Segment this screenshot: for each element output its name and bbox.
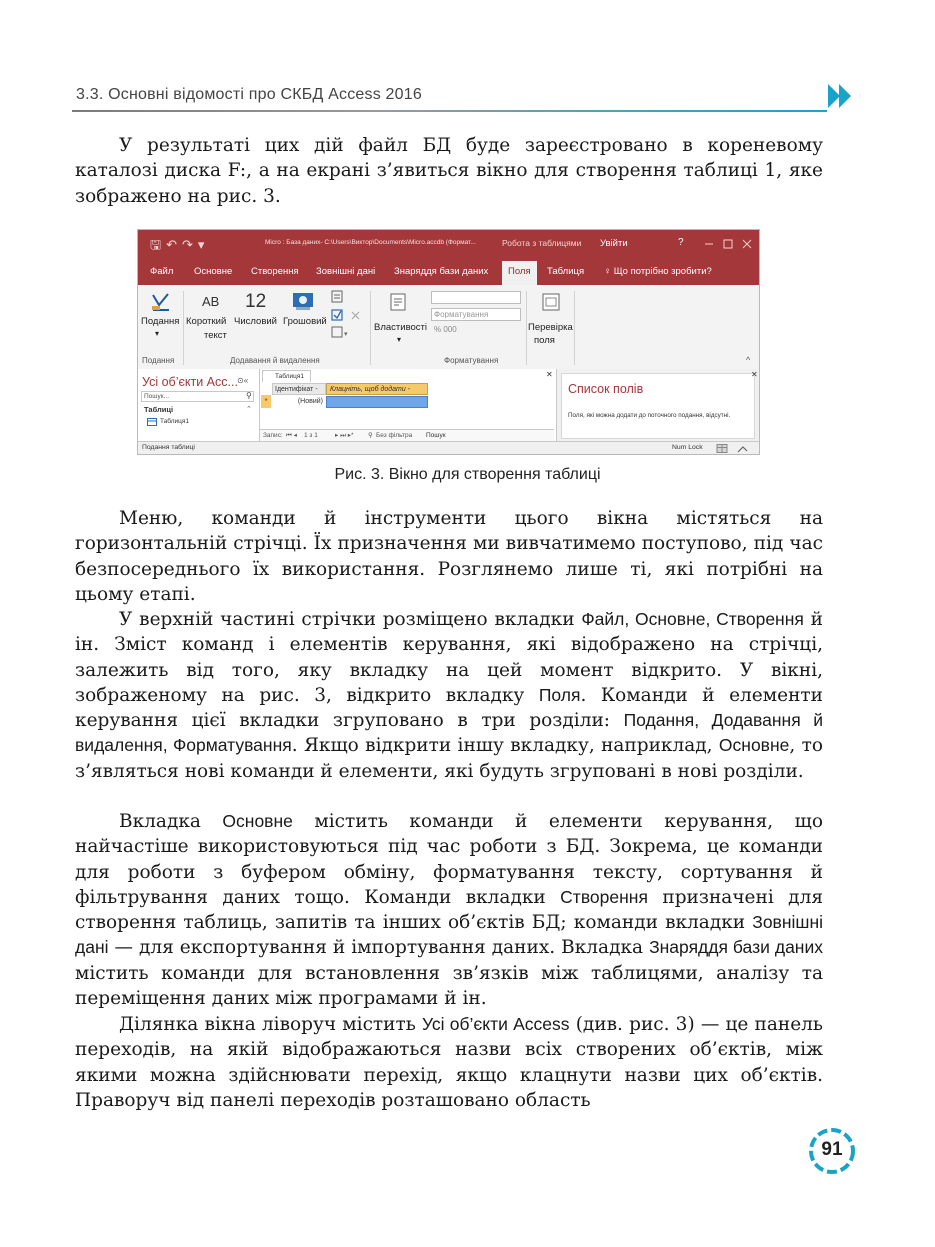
context-tab-label: Робота з таблицями	[502, 238, 582, 248]
paragraph-3	[75, 607, 823, 784]
search-icon[interactable]: ⚲	[246, 391, 252, 400]
nav-search-input[interactable]: Пошук...	[141, 391, 254, 402]
chevron-down-icon[interactable]: ▾	[155, 329, 160, 338]
column-header-id[interactable]: Ідентифікат -	[272, 383, 326, 395]
data-type-combo[interactable]	[431, 291, 521, 304]
navigation-pane	[138, 369, 260, 441]
group-label-formatting: Форматування	[444, 356, 499, 365]
field-list-box	[561, 373, 755, 439]
view-switcher-icons[interactable]	[716, 444, 750, 453]
window-controls[interactable]	[703, 239, 753, 249]
paragraph-4-text-0: Вкладка	[119, 811, 223, 832]
ribbon-tabs	[138, 258, 759, 285]
new-record-cell[interactable]	[326, 396, 428, 408]
running-header	[72, 84, 842, 112]
filter-status[interactable]: Без фільтра	[376, 432, 413, 439]
term-tabs-list: Файл, Основне, Створення	[581, 609, 804, 629]
field-list-title: Список полів	[568, 382, 644, 396]
status-view-label: Подання таблиці	[142, 444, 195, 451]
paragraph-4-text-2: призначені для створення таблиць, запитів та інших об’єктів БД; команди вкладки	[75, 886, 823, 934]
format-combo[interactable]: Форматування	[431, 308, 521, 321]
help-icon[interactable]: ?	[678, 237, 684, 248]
running-header-text: 3.3. Основні відомості про СКБД Access 2016	[76, 86, 422, 103]
term-database-tools-tab: Знаряддя бази даних	[649, 937, 823, 958]
term-groups-list: Подання, Додавання й видалення, Форматування	[75, 710, 823, 756]
first-record-button[interactable]: ⏮ ◂	[286, 432, 297, 439]
currency-button[interactable]: Грошовий	[283, 316, 327, 327]
group-separator	[183, 291, 184, 365]
close-icon[interactable]: ✕	[546, 370, 553, 379]
record-label: Запис:	[263, 432, 283, 439]
nav-pane-title[interactable]: Усі об’єкти Acc...	[142, 375, 238, 389]
currency-icon	[291, 290, 315, 312]
short-text-icon: AB	[202, 294, 220, 309]
validation-button[interactable]: Перевірка	[528, 322, 573, 333]
paragraph-2: Меню, команди й інструменти цього вікна містяться на горизонтальній стрічці. Їх призначення ми вивчатимемо поступово, під час безпосереднього їх використання. Розглянемо лише ті, які потрібні на цьому етапі.	[75, 508, 823, 605]
term-home-tab: Основне	[718, 735, 790, 756]
tab-table[interactable]: Таблиця	[547, 266, 585, 277]
group-separator	[370, 291, 371, 365]
access-window-figure	[137, 229, 760, 455]
more-fields-icons[interactable]	[330, 290, 364, 344]
new-record-id-cell[interactable]: (Новий)	[297, 398, 323, 405]
short-text-button[interactable]: Короткий	[186, 316, 227, 327]
tab-file[interactable]: Файл	[150, 266, 174, 277]
click-to-add-header[interactable]: Клацніть, щоб додати -	[326, 383, 428, 395]
collapse-ribbon-icon[interactable]: ^	[746, 355, 751, 365]
chevron-down-icon[interactable]: ▾	[397, 335, 402, 344]
term-home-tab: Основне	[222, 811, 293, 831]
term-all-access-objects: Усі об’єкти Access	[421, 1014, 570, 1034]
nav-item-table1[interactable]: Таблиця1	[160, 418, 190, 425]
workspace	[138, 369, 759, 441]
field-list-empty-text: Поля, які можна додати до поточного подання, відсутні.	[568, 412, 731, 419]
tab-fields[interactable]: Поля	[502, 261, 537, 285]
number-icon: 12	[245, 291, 267, 312]
group-separator	[574, 291, 575, 365]
lightbulb-icon: ♀	[604, 266, 612, 277]
nav-pane-menu-icon[interactable]: ⊙«	[237, 376, 249, 385]
ribbon-fields	[138, 285, 759, 370]
table1-document-tab[interactable]	[262, 370, 311, 382]
double-arrow-icon	[826, 82, 854, 110]
svg-text:▾: ▾	[344, 331, 348, 338]
window-title: Micro : База даних- C:\Users\Виктор\Documents\Micro.accdb (Формат...	[265, 239, 476, 246]
status-bar	[138, 441, 759, 455]
view-icon	[150, 291, 172, 313]
title-bar	[138, 230, 759, 258]
term-external-data-tab: Зовнішні дані	[75, 912, 823, 958]
page-number-badge	[806, 1125, 858, 1177]
datasheet-view	[260, 369, 554, 441]
tell-me-search[interactable]	[604, 266, 712, 277]
tab-home[interactable]: Основне	[194, 266, 233, 277]
record-position-input[interactable]: 1 з 1	[304, 432, 318, 439]
next-record-button[interactable]: ▸ ⏭ ▸*	[335, 432, 354, 439]
paragraph-5	[75, 1012, 823, 1113]
numlock-indicator: Num Lock	[672, 444, 703, 451]
tab-create[interactable]: Створення	[251, 266, 299, 277]
paragraph-3-text-2: й ін. Зміст команд і елементів керування, які відображено на стрічці, залежить від того, яку вкладку на цей момент відкрито. У вікні, зображеному на рис. 3, відкрито вкладку	[75, 609, 824, 706]
paragraph-4-text-3: — для експортування й імпортування даних. Вкладка	[108, 937, 650, 959]
number-button[interactable]: Числовий	[234, 316, 277, 327]
view-button[interactable]: Подання	[141, 316, 180, 327]
term-create-tab: Створення	[560, 886, 648, 907]
short-text-button-line2: текст	[204, 330, 227, 341]
page-number: 91	[821, 1139, 843, 1160]
tab-database-tools[interactable]: Знаряддя бази даних	[394, 266, 489, 277]
term-fields-tab: Поля	[538, 684, 581, 705]
group-label-add-delete: Додавання й видалення	[230, 356, 320, 365]
paragraph-3-text-3: . Команди й елементи керування цієї вкладки згруповано в три розділи:	[75, 684, 823, 732]
header-rule	[72, 110, 827, 112]
group-label-view: Подання	[142, 356, 175, 365]
figure-caption: Рис. 3. Вікно для створення таблиці	[334, 466, 601, 483]
properties-button[interactable]: Властивості	[374, 322, 428, 333]
tab-external-data[interactable]: Зовнішні дані	[316, 266, 376, 277]
datasheet-search-input[interactable]: Пошук	[426, 432, 446, 439]
paragraph-3-text-5: , то з’являться нові команди й елементи, які будуть згруповані в нові розділи.	[75, 735, 823, 782]
paragraph-5-text-1: Ділянка вікна ліворуч містить	[119, 1014, 422, 1035]
paragraph-4	[75, 809, 823, 1011]
nav-group-tables[interactable]: Таблиці	[144, 405, 174, 414]
validation-button-line2: поля	[534, 335, 555, 346]
tell-me-text: Що потрібно зробити?	[613, 266, 712, 277]
close-icon[interactable]: ✕	[751, 370, 758, 379]
table-tab-label: Таблиця1	[275, 373, 305, 380]
format-symbols[interactable]: % 000	[434, 325, 457, 334]
sign-in-link[interactable]: Увійти	[600, 238, 628, 249]
properties-icon	[388, 292, 408, 312]
new-record-marker: *	[261, 395, 271, 408]
paragraph-3-text-4: . Якщо відкрити іншу вкладку, наприклад,	[291, 735, 719, 757]
quick-access-toolbar: 🖫↶↷▾	[150, 237, 210, 252]
field-list-pane	[556, 369, 760, 441]
table-icon	[147, 418, 157, 426]
validation-icon	[540, 291, 562, 313]
paragraph-4-text-4: містить команди для встановлення зв’язків між таблицями, аналізу та переміщення даних між програмами й ін.	[75, 962, 823, 1010]
paragraph-3-text-1: У верхній частині стрічки розміщено вкладки	[119, 609, 582, 630]
paragraph-5-text-2: (див. рис. 3) — це панель переходів, на якій відображаються назви всіх створених об’єктів, між якими можна здійснювати перехід, якщо клацнути назви цих об’єктів. Праворуч від панелі переходів розташовано область	[75, 1014, 824, 1111]
filter-icon[interactable]: ⚲	[368, 432, 373, 439]
paragraph-1: У результаті цих дій файл БД буде зареєстровано в кореневому каталозі диска F:, а на екрані з’явиться вікно для створення таблиці 1, яке зображено на рис. 3.	[75, 135, 823, 207]
paragraph-4-text-1: містить команди й елементи керування, що найчастіше використовуються під час роботи з БД. Зокрема, це команди для роботи з буфером обміну, форматування тексту, сортування й фільтрування даних тощо. Команди вкладки	[75, 811, 823, 908]
collapse-group-icon[interactable]: ⌃	[246, 406, 252, 413]
group-separator	[526, 291, 527, 365]
